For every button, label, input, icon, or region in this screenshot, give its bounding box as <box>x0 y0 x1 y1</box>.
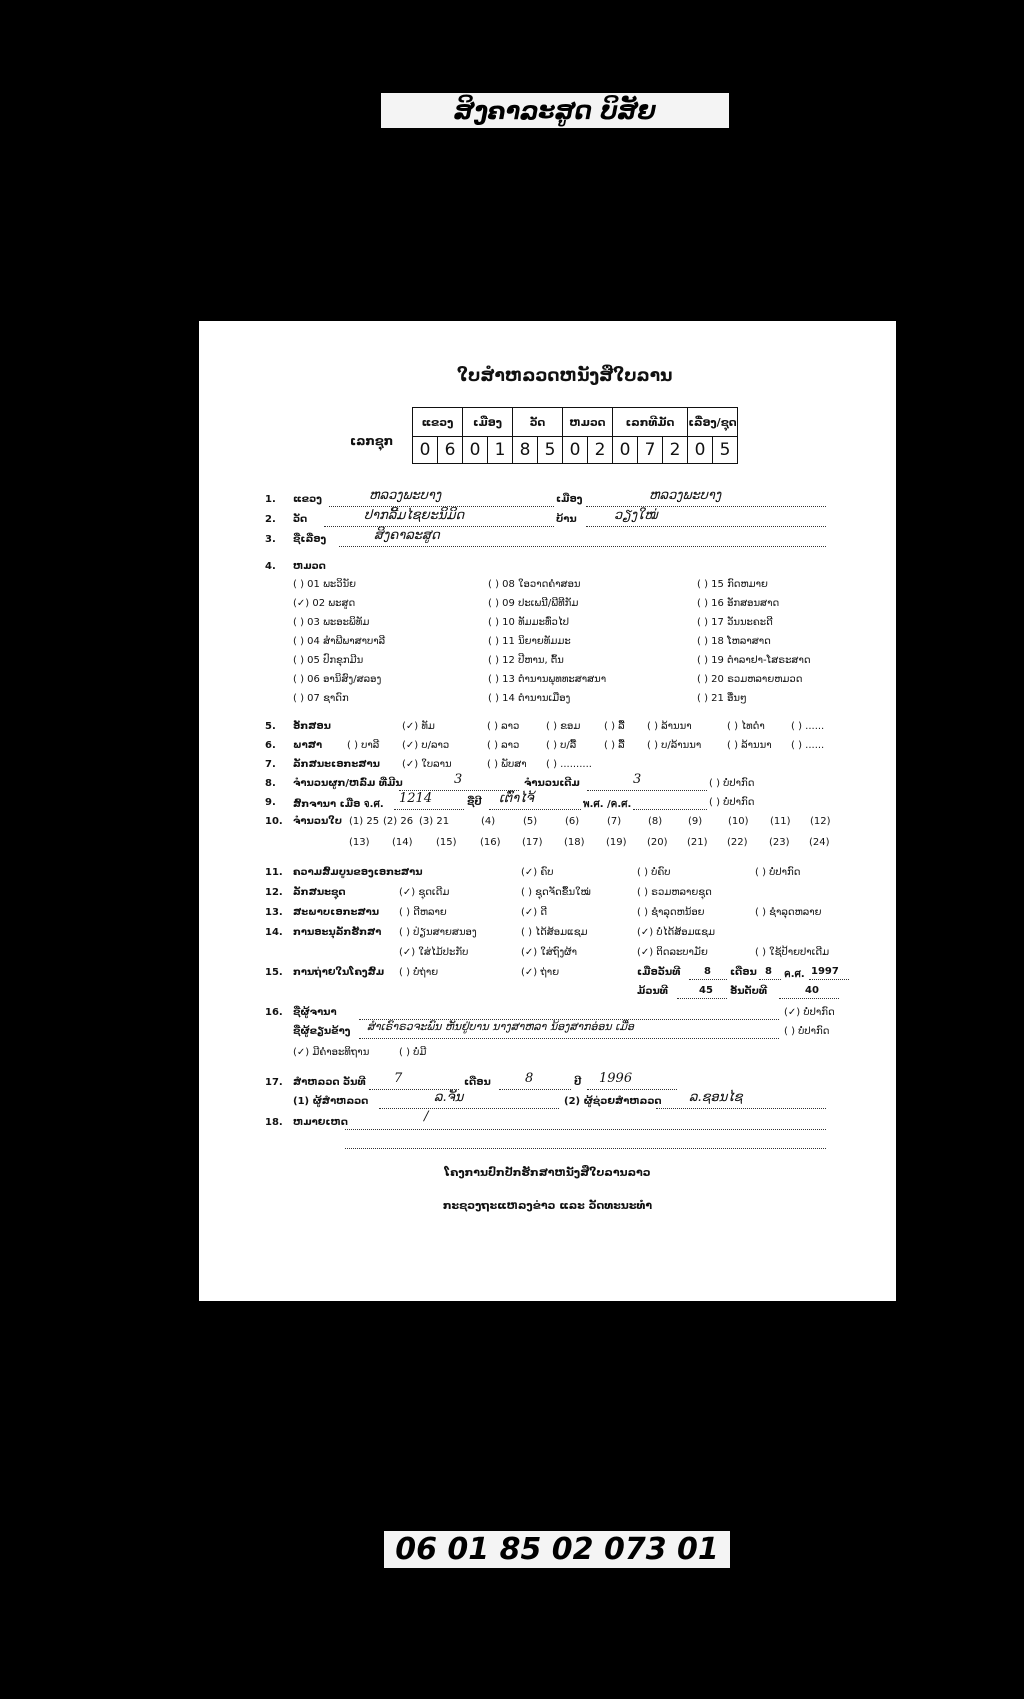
village-value: ວຽງໃໝ່ <box>614 508 658 523</box>
leaf-count-item: (23) <box>769 837 790 848</box>
leaf-count-item: (14) <box>392 837 413 848</box>
bundle-type-label: ລັກສນະຊຸດ <box>293 887 346 898</box>
field-number: 11. <box>265 867 283 878</box>
code-digit: 2 <box>588 437 613 464</box>
script-label: ອັກສອນ <box>293 721 331 732</box>
remarks-label: ຫມາຍເຫດ <box>293 1117 348 1128</box>
language-option[interactable]: (✓) ບ/ລາວ <box>402 740 450 751</box>
frame-value: 40 <box>805 985 819 996</box>
leaf-count-item: (12) <box>810 816 831 827</box>
code-digit: 0 <box>688 437 713 464</box>
not-found-option[interactable]: ( ) ບໍ່ປາກົດ <box>784 1026 830 1037</box>
top-title-label: ສິງຄາລະສູດ ບິສັຍ <box>381 93 729 128</box>
leaf-count-item: (2) 26 <box>383 816 414 827</box>
language-label: ພາສາ <box>293 740 323 751</box>
surveyor-label: (1) ຜູ້ສໍາຫລວດ <box>293 1096 369 1107</box>
document-type-option[interactable]: ( ) ພັບສາ <box>487 759 527 770</box>
survey-year-value: 1996 <box>599 1071 633 1086</box>
code-header: ເລື່ອງ/ຊຸດ <box>688 408 738 437</box>
conservation-option[interactable]: ( ) ປ່ຽນສາຍສນອງ <box>399 927 477 938</box>
filming-year-label: ค.ศ. <box>784 969 805 980</box>
field-number: 12. <box>265 887 283 898</box>
story-title-label: ຊື່ເລື່ອງ <box>293 534 327 545</box>
leaf-count-item: (13) <box>349 837 370 848</box>
completeness-label: ຄວາມສົມບູນຂອງເອກະສານ <box>293 867 423 878</box>
scribe-label: ຊື່ຜູ້ຂຽນຂ້າງ <box>293 1026 351 1037</box>
category-option[interactable]: ( ) 11 ນິຍາຍທັມມະ <box>488 636 571 647</box>
buddhist-era-label: พ.ศ. /ค.ศ. <box>583 799 632 810</box>
code-digit: 6 <box>438 437 463 464</box>
conservation-option[interactable]: ( ) ໃຊ້ປ້າຍປາເດີມ <box>755 947 830 958</box>
leaf-count-item: (16) <box>480 837 501 848</box>
district-value: ຫລວງພະບາງ <box>649 488 722 503</box>
surveyor-value: ລ.ຈັນ <box>434 1090 464 1105</box>
completeness-option[interactable]: ( ) ບໍ່ປາກົດ <box>755 867 801 878</box>
condition-label: ສະພາບເອກະສານ <box>293 907 380 918</box>
leaf-count-item: (15) <box>436 837 457 848</box>
script-option[interactable]: ( ) ໄທດໍາ <box>727 721 765 732</box>
category-option[interactable]: ( ) 13 ຕໍານານພຸທທະສາສນາ <box>488 674 607 685</box>
survey-month-value: 8 <box>525 1071 534 1086</box>
field-number: 6. <box>265 740 276 751</box>
code-digit: 8 <box>513 437 538 464</box>
category-option[interactable]: ( ) 20 ຣວມຫລາຍຫມວດ <box>697 674 803 685</box>
code-digit: 5 <box>713 437 738 464</box>
field-number: 2. <box>265 514 276 525</box>
code-digit: 0 <box>563 437 588 464</box>
conservation-option[interactable]: (✓) ຕິດລະບາມັຍ <box>637 947 708 958</box>
survey-date-label: ສໍາຫລວດ ວັນທີ <box>293 1077 366 1088</box>
category-option[interactable]: ( ) 04 ສໍາພີພາສາບາລີ <box>293 636 386 647</box>
language-option[interactable]: ( ) ບ/ລື້ <box>546 740 577 751</box>
field-number: 16. <box>265 1007 283 1018</box>
category-option[interactable]: ( ) 21 ອື່ນໆ <box>697 693 747 704</box>
footer-line: ໂຄງການປົກປັກຮັກສາຫນັງສືໃບລານລາວ <box>444 1166 651 1179</box>
leaf-count-item: (22) <box>727 837 748 848</box>
document-type-label: ລັກສນະເອກະສານ <box>293 759 380 770</box>
not-found-option[interactable]: ( ) ບໍ່ປາກົດ <box>709 778 755 789</box>
language-option[interactable]: ( ) ບ/ລ້ານນາ <box>647 740 702 751</box>
field-number: 10. <box>265 816 283 827</box>
condition-option[interactable]: ( ) ຊໍາລຸດຫນ້ອຍ <box>637 907 705 918</box>
code-digit: 0 <box>413 437 438 464</box>
category-option[interactable]: ( ) 16 ອັກສອນສາດ <box>697 598 780 609</box>
province-label: ແຂວງ <box>293 494 322 505</box>
code-digit: 0 <box>613 437 638 464</box>
form-title: ໃບສໍາຫລວດຫນັງສືໃບລານ <box>457 366 673 386</box>
field-number: 17. <box>265 1077 283 1088</box>
filming-option[interactable]: ( ) ບໍ່ຖ່າຍ <box>399 967 439 978</box>
conservation-option[interactable]: ( ) ໄດ້ສ້ອມແຊມ <box>521 927 588 938</box>
remarks-value: / <box>424 1109 429 1124</box>
leaf-count-item: (5) <box>523 816 538 827</box>
field-number: 9. <box>265 797 276 808</box>
code-digit: 0 <box>463 437 488 464</box>
leaf-count-item: (19) <box>606 837 627 848</box>
language-option[interactable]: ( ) ລ້ານນາ <box>727 740 772 751</box>
code-label: ເລກຊຸກ <box>350 434 394 448</box>
leaf-count-item: (1) 25 <box>349 816 380 827</box>
leaf-count-item: (20) <box>647 837 668 848</box>
script-option[interactable]: ( ) ລ້ານນາ <box>647 721 692 732</box>
survey-form <box>199 321 896 1301</box>
category-option[interactable]: ( ) 19 ຕໍາລາຢາ-ໂສຣະສາດ <box>697 655 811 666</box>
assistant-label: (2) ຜູ້ຊ່ວຍສໍາຫລວດ <box>564 1096 662 1107</box>
district-label: ເມືອງ <box>556 494 583 505</box>
not-found-option[interactable]: (✓) ບໍ່ປາກົດ <box>784 1007 835 1018</box>
script-option[interactable]: ( ) ຂອມ <box>546 721 581 732</box>
temple-value: ປາກລີ້ມໄຊຍະນິມິດ <box>364 508 465 523</box>
footer-line: ກະຊວງຖະແຫລງຂ່າວ ແລະ ວັດທະນະທໍາ <box>442 1199 653 1212</box>
conservation-label: ການອະນຸລັກຮັກສາ <box>293 927 382 938</box>
filming-month-label: ເດືອນ <box>730 967 757 978</box>
survey-year-label: ປີ <box>574 1077 582 1088</box>
leaf-count-item: (8) <box>648 816 663 827</box>
scribe-value: ສຳເຣົາຣວຈະພົນ ຫັນຢູ່ບານ ນາງສາຫລາ ນ້ອງສາກອ່ອນ ເມື່ອ <box>367 1020 634 1033</box>
conservation-option[interactable]: (✓) ໃສ່ຖົງຜ້າ <box>521 947 577 958</box>
completeness-option[interactable]: ( ) ບໍ່ຄົບ <box>637 867 671 878</box>
code-digit: 7 <box>638 437 663 464</box>
language-option[interactable]: ( ) ...... <box>791 740 825 751</box>
reel-label: ມ້ວນທີ <box>637 986 668 997</box>
field-number: 14. <box>265 927 283 938</box>
completeness-option[interactable]: (✓) ຄົບ <box>521 867 554 878</box>
code-header: ວັດ <box>513 408 563 437</box>
category-option[interactable]: ( ) 12 ປີຫານ, ຕົ້ນ <box>488 655 564 666</box>
conservation-option[interactable]: (✓) ບໍ່ໄດ້ສ້ອມແຊມ <box>637 927 716 938</box>
original-count-value: 3 <box>633 772 642 787</box>
survey-day-value: 7 <box>394 1071 403 1086</box>
category-option[interactable]: ( ) 08 ໃອວາດຄໍາສອນ <box>488 579 581 590</box>
document-type-option[interactable]: ( ) .......... <box>546 759 592 770</box>
bundle-type-option[interactable]: ( ) ຊຸດຈັດຂຶ້ນໃໝ່ <box>521 887 591 898</box>
temple-label: ວັດ <box>293 514 308 525</box>
filming-month-value: 8 <box>765 966 772 977</box>
category-option[interactable]: ( ) 06 ອານິສົງ/ສລອງ <box>293 674 382 685</box>
not-found-option[interactable]: ( ) ບໍ່ປາກົດ <box>709 797 755 808</box>
year-name-value: ເຕົ່າໄຈ້ <box>499 791 534 806</box>
leaf-count-item: (21) <box>687 837 708 848</box>
code-digit: 2 <box>663 437 688 464</box>
field-number: 15. <box>265 967 283 978</box>
category-label: ຫມວດ <box>293 561 326 572</box>
field-number: 1. <box>265 494 276 505</box>
category-option[interactable]: ( ) 18 ໂຫລາສາດ <box>697 636 771 647</box>
bottom-code-label: 06 01 85 02 073 01 <box>384 1531 730 1568</box>
leaf-count-item: (7) <box>607 816 622 827</box>
script-option[interactable]: ( ) ລື້ <box>604 721 625 732</box>
category-option[interactable]: ( ) 15 ກົດຫມາຍ <box>697 579 768 590</box>
script-option[interactable]: ( ) ລາວ <box>487 721 520 732</box>
prayer-option[interactable]: (✓) ມີຄໍາອະທິຖານ <box>293 1047 370 1058</box>
filming-year-value: 1997 <box>811 966 839 977</box>
code-digit: 5 <box>538 437 563 464</box>
language-option[interactable]: ( ) ລື້ <box>604 740 625 751</box>
language-option[interactable]: ( ) ລາວ <box>487 740 520 751</box>
script-option[interactable]: ( ) ...... <box>791 721 825 732</box>
inscription-date-label: ສົກຈານາ ເມື່ອ จ.ศ. <box>293 799 384 810</box>
leaf-count-item: (11) <box>770 816 791 827</box>
category-option[interactable]: ( ) 10 ທັມມະທົ່ວໄປ <box>488 617 570 628</box>
prayer-option[interactable]: ( ) ບໍ່ມີ <box>399 1047 427 1058</box>
code-header: ເລກທີມັດ <box>613 408 688 437</box>
category-option[interactable]: (✓) 02 ພະສູດ <box>293 598 356 609</box>
category-option[interactable]: ( ) 17 ວັນນະຄະດີ <box>697 617 773 628</box>
assistant-value: ລ.ຊອນໄຊ <box>689 1090 743 1105</box>
category-option[interactable]: ( ) 09 ປະເພນີ/ພີທີກັມ <box>488 598 579 609</box>
script-option[interactable]: (✓) ທັມ <box>402 721 435 732</box>
code-digit: 1 <box>488 437 513 464</box>
survey-month-label: ເດືອນ <box>464 1077 491 1088</box>
code-table <box>412 407 738 464</box>
leaf-count-item: (10) <box>728 816 749 827</box>
leaf-count-item: (24) <box>809 837 830 848</box>
condition-option[interactable]: ( ) ຊໍາລຸດຫລາຍ <box>755 907 822 918</box>
field-number: 18. <box>265 1117 283 1128</box>
leaf-count-item: (18) <box>564 837 585 848</box>
code-header: ເມືອງ <box>463 408 513 437</box>
bundle-count-label: ຈໍານວນຜູກ/ຫລົ່ມ ທີ່ມີນ <box>293 778 403 789</box>
leaf-count-item: (6) <box>565 816 580 827</box>
leaf-count-item: (3) 21 <box>419 816 450 827</box>
field-number: 13. <box>265 907 283 918</box>
leaf-count-item: (9) <box>688 816 703 827</box>
inscription-year-value: 1214 <box>399 791 433 806</box>
category-option[interactable]: ( ) 01 ພະວິນັຍ <box>293 579 357 590</box>
filming-date-value: 8 <box>704 966 711 977</box>
document-type-option[interactable]: (✓) ໃບລານ <box>402 759 452 770</box>
field-number: 3. <box>265 534 276 545</box>
conservation-option[interactable]: (✓) ໃສ່ໄມ້ປະກັບ <box>399 947 469 958</box>
leaf-count-item: (17) <box>522 837 543 848</box>
reel-value: 45 <box>699 985 713 996</box>
category-option[interactable]: ( ) 14 ຕໍານານເມືອງ <box>488 693 571 704</box>
sponsor-label: ຊື່ຜູ້ຈານາ <box>293 1007 337 1018</box>
village-label: ບ້ານ <box>556 514 577 525</box>
field-number: 7. <box>265 759 276 770</box>
bundle-type-option[interactable]: (✓) ຊຸດເດີມ <box>399 887 450 898</box>
filming-option[interactable]: (✓) ຖ່າຍ <box>521 967 560 978</box>
field-number: 5. <box>265 721 276 732</box>
field-number: 4. <box>265 561 276 572</box>
filming-label: ການຖ່າຍໃນໂຄງສົມ <box>293 967 385 978</box>
category-option[interactable]: ( ) 03 ພະອະພິທັມ <box>293 617 370 628</box>
code-header: ແຂວງ <box>413 408 463 437</box>
original-count-label: ຈໍານວນເດີມ <box>524 778 580 789</box>
language-option[interactable]: ( ) ບາລີ <box>347 740 380 751</box>
frame-label: ອັນດັບທີ <box>730 986 768 997</box>
story-title-value: ສິງຄາລະສູດ <box>374 528 440 543</box>
field-number: 8. <box>265 778 276 789</box>
condition-option[interactable]: (✓) ດີ <box>521 907 548 918</box>
leaf-count-label: ຈໍານວນໃບ <box>293 816 343 827</box>
condition-option[interactable]: ( ) ດີຫລາຍ <box>399 907 447 918</box>
bundle-count-value: 3 <box>454 772 463 787</box>
filming-date-label: ເມື່ອວັນທີ <box>637 967 681 978</box>
bundle-type-option[interactable]: ( ) ຣວມຫລາຍຊຸດ <box>637 887 712 898</box>
category-option[interactable]: ( ) 07 ຊາດົກ <box>293 693 349 704</box>
code-header: ຫມວດ <box>563 408 613 437</box>
province-value: ຫລວງພະບາງ <box>369 488 442 503</box>
category-option[interactable]: ( ) 05 ປົກຂຸກມີນ <box>293 655 364 666</box>
year-name-label: ຊື່ປີ <box>467 797 482 808</box>
leaf-count-item: (4) <box>481 816 496 827</box>
